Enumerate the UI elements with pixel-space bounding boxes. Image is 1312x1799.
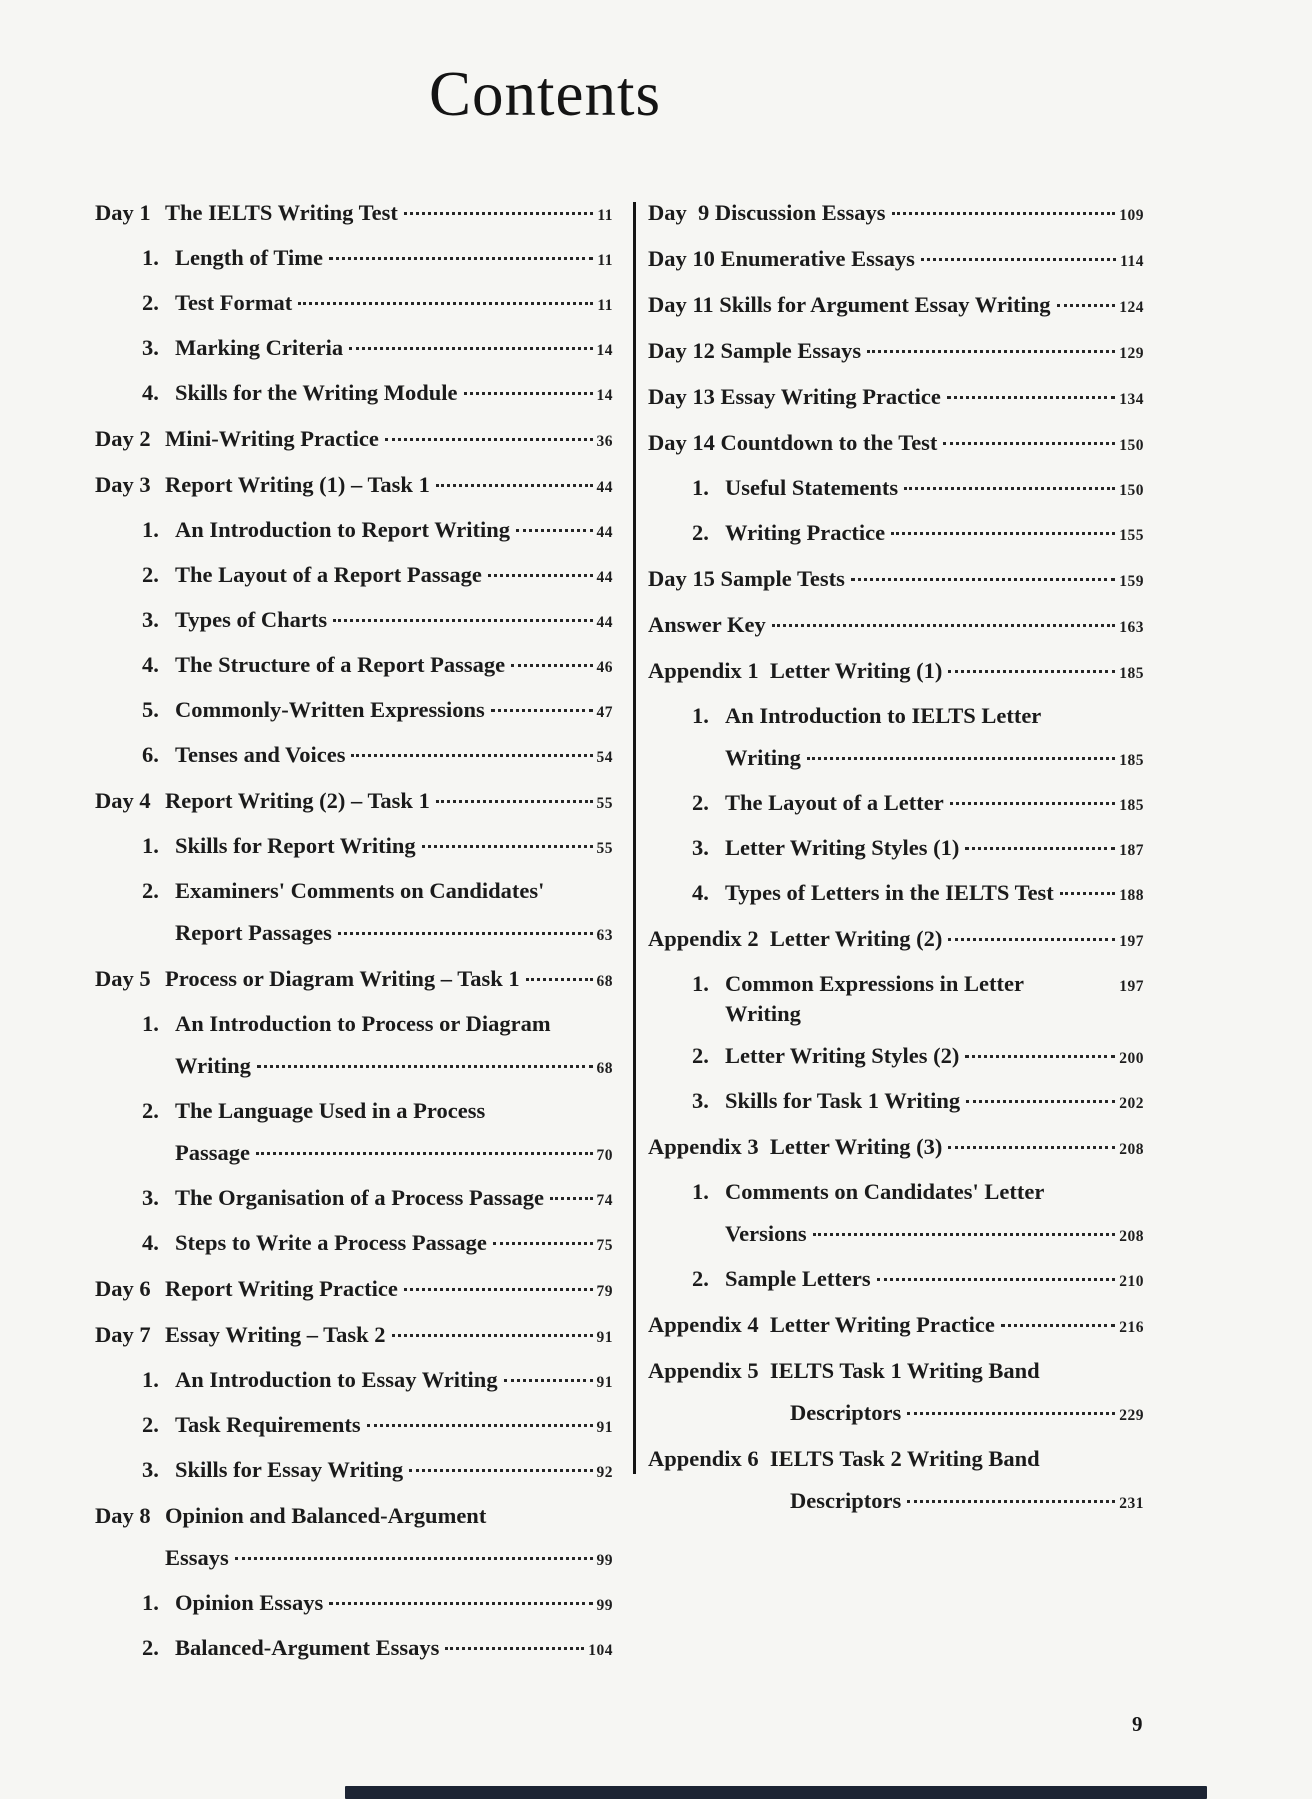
toc-entry-title: Report Writing (2) – Task 1 [165, 788, 430, 813]
toc-entry [95, 1501, 613, 1531]
dot-leader [385, 438, 593, 441]
toc-entry-page: 150 [1119, 437, 1144, 454]
toc-entry-title: Appendix 1 Letter Writing (1) [648, 658, 943, 683]
toc-right-column [648, 198, 1144, 1531]
toc-entry-title: Opinion and Balanced-Argument [165, 1503, 487, 1528]
toc-entry-title: Report Writing (1) – Task 1 [165, 472, 430, 497]
toc-entry-title: Versions [725, 1221, 807, 1246]
page-title: Contents [428, 59, 661, 129]
dot-leader [464, 392, 593, 395]
toc-entry-label: 2. [142, 1635, 159, 1660]
toc-entry-page: 99 [596, 1597, 613, 1614]
toc-entry [142, 243, 613, 276]
toc-entry [142, 831, 613, 864]
toc-entry-page: 155 [1119, 527, 1144, 544]
column-divider-line [633, 202, 636, 1474]
toc-entry-label: 1. [142, 517, 159, 542]
dot-leader [1057, 304, 1116, 307]
toc-entry-page: 188 [1119, 887, 1144, 904]
toc-entry [725, 1219, 1144, 1252]
dot-leader [1001, 1324, 1115, 1327]
dot-leader [892, 212, 1116, 215]
toc-entry-title: Day 11 Skills for Argument Essay Writing [648, 292, 1051, 317]
dot-leader [550, 1197, 593, 1200]
toc-entry-title: An Introduction to Report Writing [175, 517, 511, 542]
toc-entry [648, 382, 1144, 415]
toc-entry [725, 743, 1144, 776]
toc-entry-page: 185 [1119, 797, 1144, 814]
toc-entry [142, 695, 613, 728]
toc-entry-title: The Structure of a Report Passage [175, 652, 506, 677]
toc-entry-page: 54 [596, 749, 613, 766]
toc-entry-title: Sample Letters [725, 1266, 871, 1291]
dot-leader [511, 664, 592, 667]
toc-entry [165, 1543, 613, 1576]
toc-entry-page: 44 [596, 479, 613, 496]
toc-entry [648, 610, 1144, 643]
toc-entry [692, 1041, 1144, 1074]
dot-leader [904, 487, 1115, 490]
toc-entry-label: 1. [692, 703, 709, 728]
toc-entry-page: 55 [596, 840, 613, 857]
toc-entry [95, 198, 613, 231]
dot-leader [404, 1288, 593, 1291]
dot-leader [338, 932, 593, 935]
toc-left-column [95, 198, 613, 1678]
dot-leader [257, 1065, 593, 1068]
toc-entry-label: 1. [142, 1011, 159, 1036]
toc-entry-page: 124 [1119, 299, 1144, 316]
toc-entry-page: 150 [1119, 482, 1144, 499]
toc-entry-page: 197 [1119, 978, 1144, 995]
dot-leader [329, 1602, 592, 1605]
toc-entry-page: 208 [1119, 1228, 1144, 1245]
toc-entry [142, 1228, 613, 1261]
toc-entry [142, 605, 613, 638]
dot-leader [965, 1055, 1115, 1058]
toc-entry-page: 109 [1119, 207, 1144, 224]
dot-leader [947, 396, 1115, 399]
toc-entry-label: 2. [142, 290, 159, 315]
toc-entry-title: Skills for Report Writing [175, 833, 416, 858]
toc-entry-page: 216 [1119, 1319, 1144, 1336]
dot-leader [516, 529, 592, 532]
toc-entry-page: 14 [596, 342, 613, 359]
toc-entry-page: 129 [1119, 345, 1144, 362]
toc-entry-page: 114 [1120, 253, 1144, 270]
toc-entry [648, 244, 1144, 277]
toc-entry [95, 1274, 613, 1307]
toc-entry [790, 1486, 1144, 1519]
toc-entry-label: 3. [142, 1185, 159, 1210]
toc-entry [648, 1132, 1144, 1165]
toc-entry-title: Types of Charts [175, 607, 328, 632]
dot-leader [367, 1424, 593, 1427]
dot-leader [907, 1500, 1115, 1503]
toc-entry-page: 197 [1119, 933, 1144, 950]
toc-entry-title: The Organisation of a Process Passage [175, 1185, 544, 1210]
toc-entry-page: 55 [596, 795, 613, 812]
toc-entry-title: An Introduction to Process or Diagram [175, 1011, 551, 1036]
toc-entry-label: 4. [692, 880, 709, 905]
dot-leader [351, 754, 592, 757]
toc-entry-label: Day 7 [95, 1322, 151, 1347]
toc-entry [95, 786, 613, 819]
toc-entry [142, 876, 613, 906]
dot-leader [921, 258, 1116, 261]
toc-entry-label: 2. [692, 1043, 709, 1068]
toc-entry-title: Day 12 Sample Essays [648, 338, 862, 363]
toc-entry-page: 79 [596, 1283, 613, 1300]
dot-leader [867, 350, 1115, 353]
toc-entry-page: 91 [596, 1419, 613, 1436]
toc-entry [692, 969, 1144, 1029]
toc-entry-label: Day 3 [95, 472, 151, 497]
toc-entry-label: 3. [142, 335, 159, 360]
toc-entry [648, 924, 1144, 957]
toc-entry-label: 1. [142, 245, 159, 270]
toc-entry [790, 1398, 1144, 1431]
toc-entry-page: 74 [596, 1192, 613, 1209]
toc-entry-page: 44 [596, 524, 613, 541]
toc-entry-label: 2. [142, 878, 159, 903]
toc-entry-label: 1. [142, 1367, 159, 1392]
toc-entry-title: Process or Diagram Writing – Task 1 [165, 966, 520, 991]
toc-entry-title: Day 15 Sample Tests [648, 566, 845, 591]
toc-entry [142, 1410, 613, 1443]
dot-leader [948, 670, 1115, 673]
toc-entry-title: Passage [175, 1140, 250, 1165]
dot-leader [948, 1146, 1115, 1149]
toc-entry-label: 3. [142, 1457, 159, 1482]
toc-entry [142, 1588, 613, 1621]
dot-leader [349, 347, 592, 350]
toc-entry-title: Length of Time [175, 245, 323, 270]
toc-entry-title: Task Requirements [175, 1412, 361, 1437]
toc-entry-title: Steps to Write a Process Passage [175, 1230, 487, 1255]
dot-leader [422, 845, 593, 848]
toc-entry-title: Opinion Essays [175, 1590, 324, 1615]
dot-leader [445, 1647, 584, 1650]
toc-entry-title: Day 14 Countdown to the Test [648, 430, 938, 455]
toc-entry-label: 6. [142, 742, 159, 767]
toc-entry-title: Appendix 2 Letter Writing (2) [648, 926, 943, 951]
dot-leader [813, 1233, 1116, 1236]
toc-entry-label: Day 8 [95, 1503, 151, 1528]
dot-leader [950, 802, 1116, 805]
dot-leader [943, 442, 1115, 445]
toc-entry [648, 336, 1144, 369]
toc-entry [142, 740, 613, 773]
dot-leader [409, 1469, 592, 1472]
toc-entry-title: Examiners' Comments on Candidates' [175, 878, 545, 903]
toc-entry-title: Balanced-Argument Essays [175, 1635, 440, 1660]
toc-entry-title: Letter Writing Styles (2) [725, 1043, 960, 1068]
toc-entry-title: Report Passages [175, 920, 332, 945]
toc-entry-title: Letter Writing Styles (1) [725, 835, 960, 860]
dot-leader [392, 1334, 593, 1337]
toc-entry-title: Report Writing Practice [165, 1276, 398, 1301]
toc-entry-title: The Language Used in a Process [175, 1098, 486, 1123]
toc-entry [95, 470, 613, 503]
toc-entry-page: 92 [596, 1464, 613, 1481]
toc-entry-title: Test Format [175, 290, 293, 315]
toc-entry-title: Commonly-Written Expressions [175, 697, 485, 722]
toc-entry-label: 2. [142, 1098, 159, 1123]
toc-entry-title: Answer Key [648, 612, 766, 637]
toc-entry-label: Day 4 [95, 788, 151, 813]
toc-entry-page: 11 [597, 297, 613, 314]
toc-entry [142, 1365, 613, 1398]
toc-entry [692, 473, 1144, 506]
toc-entry-label: 4. [142, 652, 159, 677]
toc-entry [142, 333, 613, 366]
toc-entry-title: Appendix 6 IELTS Task 2 Writing Band [648, 1446, 1040, 1471]
toc-entry-label: 1. [692, 971, 709, 996]
dot-leader [235, 1557, 593, 1560]
toc-entry-page: 185 [1119, 752, 1144, 769]
dot-leader [333, 619, 592, 622]
toc-entry-page: 46 [596, 659, 613, 676]
toc-entry [648, 1310, 1144, 1343]
toc-entry-label: 2. [142, 1412, 159, 1437]
toc-entry-page: 44 [596, 569, 613, 586]
toc-entry-page: 44 [596, 614, 613, 631]
toc-entry-label: 3. [142, 607, 159, 632]
toc-entry-page: 210 [1119, 1273, 1144, 1290]
dot-leader [488, 574, 593, 577]
toc-entry-title: Descriptors [790, 1400, 902, 1425]
toc-entry-page: 70 [596, 1147, 613, 1164]
toc-entry-page: 68 [596, 973, 613, 990]
toc-entry-page: 75 [596, 1237, 613, 1254]
toc-entry-title: The Layout of a Report Passage [175, 562, 482, 587]
dot-leader [907, 1412, 1115, 1415]
toc-entry-label: 2. [142, 562, 159, 587]
toc-entry-page: 99 [596, 1552, 613, 1569]
toc-entry-page: 11 [597, 252, 613, 269]
toc-entry-label: 1. [692, 475, 709, 500]
toc-entry-label: 4. [142, 380, 159, 405]
dot-leader [256, 1152, 593, 1155]
toc-entry-label: 4. [142, 1230, 159, 1255]
dot-leader [966, 1100, 1115, 1103]
dot-leader [493, 1242, 593, 1245]
toc-entry-page: 134 [1119, 391, 1144, 408]
toc-entry-page: 187 [1119, 842, 1144, 859]
toc-entry [648, 656, 1144, 689]
toc-entry-label: 5. [142, 697, 159, 722]
toc-entry-title: Writing [725, 745, 801, 770]
toc-entry-label: Day 2 [95, 426, 151, 451]
toc-entry-title: Skills for the Writing Module [175, 380, 458, 405]
toc-entry-page: 185 [1119, 665, 1144, 682]
toc-entry [142, 378, 613, 411]
toc-entry-title: The Layout of a Letter [725, 790, 944, 815]
toc-entry-title: Useful Statements [725, 475, 899, 500]
toc-entry-page: 91 [596, 1329, 613, 1346]
toc-entry-title: Essay Writing – Task 2 [165, 1322, 386, 1347]
toc-entry-page: 11 [597, 207, 613, 224]
toc-entry [142, 1455, 613, 1488]
toc-entry [692, 788, 1144, 821]
toc-entry-label: 2. [692, 790, 709, 815]
toc-entry [142, 1096, 613, 1126]
toc-entry [692, 518, 1144, 551]
toc-entry-title: Marking Criteria [175, 335, 344, 360]
toc-entry-page: 63 [596, 927, 613, 944]
toc-entry-label: Day 5 [95, 966, 151, 991]
toc-entry-title: Appendix 5 IELTS Task 1 Writing Band [648, 1358, 1040, 1383]
toc-entry [692, 1177, 1144, 1207]
toc-entry-label: 3. [692, 835, 709, 860]
toc-entry [142, 1633, 613, 1666]
dot-leader [807, 757, 1115, 760]
toc-entry-title: Types of Letters in the IELTS Test [725, 880, 1054, 905]
toc-entry-page: 104 [588, 1642, 613, 1659]
toc-entry-label: 1. [142, 833, 159, 858]
toc-entry [142, 1183, 613, 1216]
toc-entry [692, 878, 1144, 911]
dot-leader [526, 978, 593, 981]
toc-entry-page: 47 [596, 704, 613, 721]
toc-entry [142, 515, 613, 548]
toc-entry-label: 2. [692, 520, 709, 545]
toc-entry-title: Comments on Candidates' Letter [725, 1179, 1045, 1204]
toc-entry-page: 68 [596, 1060, 613, 1077]
toc-entry [142, 560, 613, 593]
dot-leader [504, 1379, 593, 1382]
toc-entry-title: The IELTS Writing Test [165, 200, 398, 225]
toc-entry-title: Descriptors [790, 1488, 902, 1513]
toc-entry-label: Day 6 [95, 1276, 151, 1301]
toc-entry [95, 964, 613, 997]
dot-leader [436, 800, 593, 803]
toc-entry-title: Common Expressions in Letter Writing [725, 971, 1029, 1026]
toc-entry [692, 1264, 1144, 1297]
toc-entry-label: 2. [692, 1266, 709, 1291]
dot-leader [965, 847, 1115, 850]
toc-entry-title: Mini-Writing Practice [165, 426, 379, 451]
toc-entry [175, 918, 613, 951]
dot-leader [948, 938, 1115, 941]
toc-entry [95, 1320, 613, 1353]
dot-leader [1060, 892, 1115, 895]
toc-entry [648, 564, 1144, 597]
toc-entry-page: 36 [596, 433, 613, 450]
page-number: 9 [1132, 1712, 1143, 1736]
toc-entry [648, 1444, 1144, 1474]
toc-entry-title: Appendix 4 Letter Writing Practice [648, 1312, 995, 1337]
toc-entry [648, 428, 1144, 461]
toc-entry-page: 163 [1119, 619, 1144, 636]
toc-entry-title: Writing Practice [725, 520, 886, 545]
toc-entry-title: Day 10 Enumerative Essays [648, 246, 915, 271]
toc-entry [648, 1356, 1144, 1386]
toc-entry-title: Appendix 3 Letter Writing (3) [648, 1134, 943, 1159]
toc-entry [142, 288, 613, 321]
toc-entry-label: Day 1 [95, 200, 151, 225]
toc-entry-title: Writing [175, 1053, 251, 1078]
toc-entry-page: 200 [1119, 1050, 1144, 1067]
dot-leader [772, 624, 1116, 627]
toc-entry [142, 650, 613, 683]
toc-entry-title: Tenses and Voices [175, 742, 346, 767]
dot-leader [298, 302, 593, 305]
toc-entry-page: 208 [1119, 1141, 1144, 1158]
dot-leader [891, 532, 1115, 535]
toc-entry-label: 3. [692, 1088, 709, 1113]
toc-entry-page: 91 [596, 1374, 613, 1391]
toc-entry-page: 202 [1119, 1095, 1144, 1112]
toc-entry-title: Day 9 Discussion Essays [648, 200, 886, 225]
toc-entry [648, 198, 1144, 231]
toc-entry-title: An Introduction to Essay Writing [175, 1367, 498, 1392]
toc-entry [692, 833, 1144, 866]
dot-leader [329, 257, 593, 260]
toc-entry-page: 229 [1119, 1407, 1144, 1424]
toc-entry-title: Skills for Essay Writing [175, 1457, 404, 1482]
dot-leader [491, 709, 593, 712]
toc-entry-label: 1. [142, 1590, 159, 1615]
toc-entry-page: 14 [596, 387, 613, 404]
toc-entry-label: 1. [692, 1179, 709, 1204]
dot-leader [436, 484, 593, 487]
toc-entry-page: 231 [1119, 1495, 1144, 1512]
toc-entry [692, 701, 1144, 731]
toc-entry [142, 1009, 613, 1039]
toc-entry-title: Skills for Task 1 Writing [725, 1088, 961, 1113]
dot-leader [851, 578, 1115, 581]
toc-entry [175, 1051, 613, 1084]
toc-entry-title: An Introduction to IELTS Letter [725, 703, 1042, 728]
toc-entry [648, 290, 1144, 323]
toc-entry-page: 159 [1119, 573, 1144, 590]
scan-edge-artifact [345, 1786, 1207, 1799]
toc-entry-title: Day 13 Essay Writing Practice [648, 384, 941, 409]
toc-entry [175, 1138, 613, 1171]
toc-entry-title: Essays [165, 1545, 229, 1570]
toc-entry [692, 1086, 1144, 1119]
dot-leader [404, 212, 594, 215]
dot-leader [877, 1278, 1116, 1281]
toc-entry [95, 424, 613, 457]
